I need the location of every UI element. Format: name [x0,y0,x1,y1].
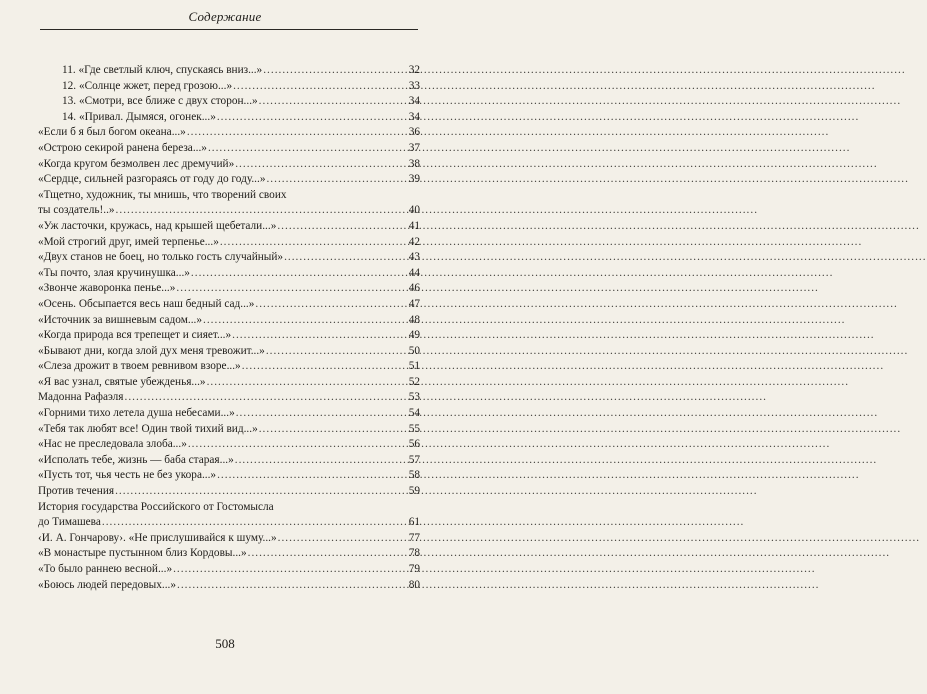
dot-leader [187,437,830,453]
dot-leader [283,250,926,266]
toc-entry-title: «Когда кругом безмолвен лес дремучий» [38,157,235,170]
toc-entry [38,328,420,344]
toc-entry-page: 34 [408,95,420,108]
toc-entry [38,188,388,204]
toc-entry [38,313,420,329]
toc-entry [38,484,420,500]
toc-entry [38,359,420,375]
toc-entry [38,375,420,391]
dot-leader [234,157,877,173]
toc-entry [38,157,420,173]
toc-entry-page: 56 [408,438,420,451]
toc-entry [38,515,420,531]
toc-entry-title: «В монастыре пустынном близ Кордовы...» [38,547,247,560]
dot-leader [175,281,818,297]
toc-entry [38,219,420,235]
toc-entry-title: «Ты почто, злая кручинушка...» [38,266,190,279]
toc-entry [38,110,420,126]
toc-entry [38,94,420,110]
toc-entry-title: «Тебя так любят все! Один твой тихий вид...» [38,422,258,435]
toc-entry-title: 14. «Привал. Дымяся, огонек...» [62,110,216,123]
dot-leader [172,562,815,578]
toc-entry-title: 13. «Смотри, все ближе с двух сторон...» [62,95,258,108]
dot-leader [262,63,905,79]
toc-entry-title: «Я вас узнал, святые убежденья...» [38,375,206,388]
toc-entry-title: «Осень. Обсыпается весь наш бедный сад...» [38,297,255,310]
toc-entry-page: 42 [408,235,420,248]
toc-entry-title: ты создатель!..» [38,204,115,217]
toc-entry [38,422,420,438]
toc-entry [38,531,420,547]
toc-entry [38,235,420,251]
toc-entry-page: 39 [408,173,420,186]
dot-leader [231,328,874,344]
toc-entry-title: «Пусть тот, чья честь не без укора...» [38,469,217,482]
toc-entry [38,390,420,406]
toc-entry-title: «Если б я был богом океана...» [38,126,186,139]
toc-entry [38,546,420,562]
toc-entry [38,578,420,594]
toc-entry [38,453,420,469]
toc-entry-page: 77 [408,531,420,544]
dot-leader [101,515,744,531]
toc-entry-page: 40 [408,204,420,217]
dot-leader [234,453,877,469]
table-of-contents [38,63,420,593]
toc-entry-title: «Уж ласточки, кружась, над крышей щебетали...» [38,219,277,232]
toc-entry-title: Против течения [38,485,115,498]
toc-entry-title: Мадонна Рафаэля [38,391,124,404]
book-page [0,0,450,694]
dot-leader [176,578,819,594]
toc-entry-title: История государства Российского от Гостомысла [38,500,274,513]
toc-entry-title: «Звонче жаворонка пенье...» [38,282,176,295]
running-head: Содержание [188,9,262,24]
dot-leader [216,468,859,484]
toc-entry [38,266,420,282]
toc-entry [38,125,420,141]
toc-entry [38,281,420,297]
dot-leader [219,235,862,251]
toc-entry-page: 78 [408,547,420,560]
toc-entry-title: «Сердце, сильней разгораясь от году до году...» [38,173,266,186]
toc-entry-title: «Боюсь людей передовых...» [38,578,177,591]
toc-entry-page: 58 [408,469,420,482]
dot-leader [202,313,845,329]
toc-entry-page: 47 [408,297,420,310]
toc-entry-page: 46 [408,282,420,295]
toc-entry-page: 52 [408,375,420,388]
dot-leader [276,219,919,235]
toc-entry-title: до Тимашева [38,516,101,529]
toc-entry-title: «Нас не преследовала злоба...» [38,438,187,451]
toc-entry-page: 59 [408,485,420,498]
dot-leader [258,422,901,438]
dot-leader [115,203,758,219]
toc-entry [38,297,420,313]
toc-entry-title: «Источник за вишневым садом...» [38,313,203,326]
dot-leader [190,266,833,282]
dot-leader [235,406,878,422]
toc-entry-title: «Тщетно, художник, ты мнишь, что творений своих [38,188,287,201]
dot-leader [232,79,875,95]
dot-leader [265,172,908,188]
dot-leader [277,531,920,547]
toc-entry-page: 49 [408,329,420,342]
dot-leader [206,375,849,391]
toc-entry-page: 43 [408,251,420,264]
toc-entry-title: «Исполать тебе, жизнь — баба старая...» [38,453,234,466]
toc-entry-title: «Горними тихо летела душа небесами...» [38,407,235,420]
toc-entry-page: 32 [408,64,420,76]
dot-leader [114,484,757,500]
dot-leader [186,125,829,141]
toc-entry [38,203,420,219]
toc-entry-title: «Бывают дни, когда злой дух меня тревожит...» [38,344,265,357]
toc-entry [38,79,420,95]
toc-entry-page: 50 [408,344,420,357]
toc-entry-title: «То было раннею весной...» [38,563,173,575]
dot-leader [247,546,890,562]
toc-entry-page: 53 [408,391,420,404]
toc-entry [38,437,420,453]
toc-entry [38,406,420,422]
toc-entry-page: 79 [408,563,420,575]
toc-entry [38,250,420,266]
toc-entry-title: «Слеза дрожит в твоем ревнивом взоре...» [38,360,241,373]
toc-entry-page: 41 [408,219,420,232]
toc-entry-page: 37 [408,141,420,154]
dot-leader [207,141,850,157]
toc-entry-page: 33 [408,79,420,92]
toc-entry [38,63,420,79]
dot-leader [241,359,884,375]
toc-entry-page: 61 [408,516,420,529]
toc-entry-page: 57 [408,453,420,466]
toc-entry-page: 54 [408,407,420,420]
toc-entry [38,468,420,484]
toc-entry [38,562,420,578]
header-rule [40,29,418,30]
toc-entry [38,500,388,516]
toc-entry-title: 12. «Солнце жжет, перед грозою...» [62,79,233,92]
toc-entry-title: «Мой строгий друг, имей терпенье...» [38,235,219,248]
dot-leader [258,94,901,110]
dot-leader [254,297,897,313]
toc-entry-title: ‹И. А. Гончарову›. «Не прислушивайся к шуму...» [38,531,277,544]
dot-leader [216,110,859,126]
toc-entry-title: «Острою секирой ранена береза...» [38,141,207,154]
toc-entry-title: «Когда природа вся трепещет и сияет...» [38,329,232,342]
dot-leader [265,344,908,360]
toc-entry-page: 38 [408,157,420,170]
toc-entry [38,172,420,188]
toc-entry-page: 55 [408,422,420,435]
toc-entry-page: 80 [408,578,420,591]
toc-entry-page: 34 [408,110,420,123]
toc-entry-page: 36 [408,126,420,139]
toc-entry-page: 48 [408,313,420,326]
page-number: 508 [215,636,235,651]
dot-leader [124,390,767,406]
toc-entry-page: 51 [408,360,420,373]
toc-entry-title: 11. «Где светлый ключ, спускаясь вниз...» [62,64,263,76]
toc-entry-title: «Двух станов не боец, но только гость случайный» [38,251,284,264]
toc-entry [38,344,420,360]
toc-entry-page: 44 [408,266,420,279]
toc-entry [38,141,420,157]
